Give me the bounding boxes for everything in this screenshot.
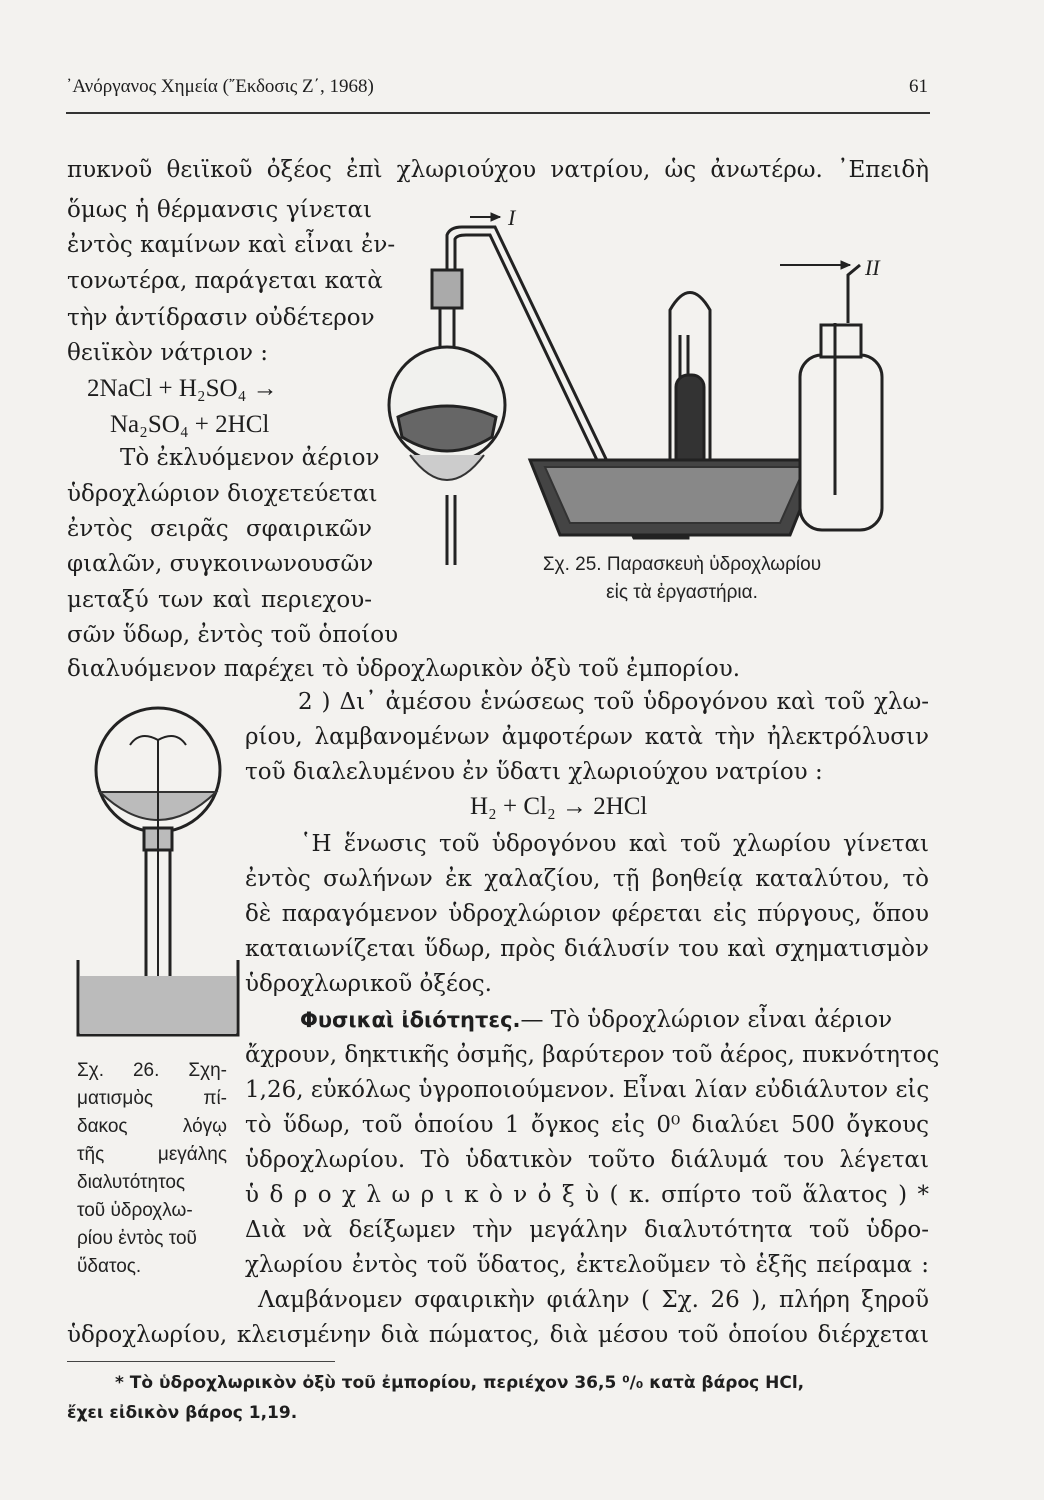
text-line: πυκνοῦ θειϊκοῦ ὀξέος ἐπὶ χλωριούχου νατρίου, ὡς ἀνωτέρω. ᾿Επειδὴ <box>67 157 929 183</box>
header-rule <box>66 112 930 114</box>
text-line: 1,26, εὐκόλως ὑγροποιούμενον. Εἶναι λίαν εὐδιάλυτον εἰς <box>245 1077 930 1103</box>
fig26-caption: διαλυτότητος <box>77 1172 186 1193</box>
text-line: ἐντὸς σειρᾶς σφαιρικῶν <box>67 516 372 542</box>
text-line: φιαλῶν, συγκοινωνουσῶν <box>67 551 374 577</box>
figure-26-fountain <box>70 700 250 1040</box>
text-line: ὑδροχλωρίου, κλεισμένην διὰ πώματος, διὰ μέσου τοῦ ὁποίου διέρχεται <box>67 1322 929 1348</box>
text-line: ἐντὸς σωλήνων ἐκ χαλαζίου, τῇ βοηθείᾳ καταλύτου, τὸ <box>245 866 929 892</box>
text-line: θειϊκὸν νάτριον : <box>67 340 268 366</box>
running-title: ᾿Ανόργανος Χημεία (῎Εκδοσις Ζ΄, 1968) <box>66 76 374 97</box>
text-line: ὑδροχλωρίου. Τὸ ὑδατικὸν τοῦτο διάλυμά του λέγεται <box>245 1147 929 1173</box>
text-line: καταιωνίζεται ὕδωρ, πρὸς διάλυσίν του καὶ σχηματισμὸν <box>245 936 929 962</box>
page-number: 61 <box>909 76 928 97</box>
text-line: ὑ δ ρ ο χ λ ω ρ ι κ ὸ ν ὀ ξ ὺ ( κ. σπίρτο τοῦ ἅλατος ) * <box>245 1182 929 1208</box>
footnote-rule <box>67 1361 335 1362</box>
text-line: ὑδροχλωρικοῦ ὀξέος. <box>245 971 492 997</box>
fig25-label-1: I <box>508 205 516 230</box>
text-line: σῶν ὕδωρ, ἐντὸς τοῦ ὁποίου <box>67 622 399 648</box>
text-line: ἄχρουν, δηκτικῆς ὀσμῆς, βαρύτερον τοῦ ἀέρος, πυκνότητος <box>245 1042 940 1068</box>
text-line: Διὰ νὰ δείξωμεν τὴν μεγάλην διαλυτότητα τοῦ ὑδρο- <box>245 1217 929 1243</box>
text-line: χλωρίου ἐντὸς τοῦ ὕδατος, ἐκτελοῦμεν τὸ ἑξῆς πείραμα : <box>245 1252 929 1278</box>
fig26-caption: τῆς μεγάλης <box>77 1144 227 1165</box>
text-line: Τὸ ἐκλυόμενον ἀέριον <box>120 445 380 471</box>
text-line: μεταξύ των καὶ περιεχου- <box>67 587 372 613</box>
fig26-caption: ματισμὸς πί- <box>77 1088 227 1109</box>
text-fragment: — Τὸ ὑδροχλώριον εἶναι ἀέριον <box>520 1007 893 1033</box>
text-line: ὅμως ἡ θέρμανσις γίνεται <box>67 197 372 223</box>
section-heading: Φυσικαὶ ἰδιότητες. <box>300 1008 521 1032</box>
text-line: ἐντὸς καμίνων καὶ εἶναι ἐν- <box>67 232 396 258</box>
figure-25-apparatus <box>380 205 910 575</box>
fig25-caption-line1: Σχ. 25. Παρασκευὴ ὑδροχλωρίου <box>542 554 822 575</box>
fig26-caption: Σχ. 26. Σχη- <box>77 1060 227 1081</box>
fig26-caption: ρίου ἐντὸς τοῦ <box>77 1228 197 1249</box>
text-line: ὑδροχλώριον διοχετεύεται <box>67 481 378 507</box>
fig26-caption: δακος λόγῳ <box>77 1116 227 1137</box>
text-line: τοῦ διαλελυμένου ἐν ὕδατι χλωριούχου νατρίου : <box>245 759 823 785</box>
text-line: 2 ) Δι᾿ ἀμέσου ἑνώσεως τοῦ ὑδρογόνου καὶ τοῦ χλω- <box>298 689 929 715</box>
text-line: διαλυόμενον παρέχει τὸ ὑδροχλωρικὸν ὀξὺ τοῦ ἐμπορίου. <box>67 656 741 682</box>
running-header <box>66 76 928 106</box>
equation-2: H₂ + Cl₂ → 2HCl <box>470 793 648 820</box>
text-line: τὸ ὕδωρ, τοῦ ὁποίου 1 ὄγκος εἰς 0⁰ διαλύει 500 ὄγκους <box>245 1112 929 1138</box>
text-line: τονωτέρα, παράγεται κατὰ <box>67 268 383 294</box>
text-line: ρίου, λαμβανομένων ἀμφοτέρων κατὰ τὴν ἠλεκτρόλυσιν <box>245 724 929 750</box>
text-line: δὲ παραγόμενον ὑδροχλώριον φέρεται εἰς πύργους, ὅπου <box>245 901 929 927</box>
text-line: τὴν ἀντίδρασιν οὐδέτερον <box>67 305 375 331</box>
fig25-label-2: II <box>865 255 880 280</box>
fig26-caption: ὕδατος. <box>77 1256 142 1277</box>
fig25-caption-line2: εἰς τὰ ἐργαστήρια. <box>606 582 758 603</box>
text-line: Λαμβάνομεν σφαιρικὴν φιάλην ( Σχ. 26 ), πλήρη ξηροῦ <box>258 1287 929 1313</box>
text-line: ῾Η ἕνωσις τοῦ ὑδρογόνου καὶ τοῦ χλωρίου γίνεται <box>300 831 929 857</box>
section-heading-line <box>300 1005 892 1035</box>
footnote-line2: ἔχει εἰδικὸν βάρος 1,19. <box>67 1403 298 1423</box>
equation-1a: 2NaCl + H₂SO₄ → <box>87 375 278 402</box>
fig26-caption: τοῦ ὑδροχλω- <box>77 1200 193 1221</box>
footnote-line1: * Τὸ ὑδροχλωρικὸν ὀξὺ τοῦ ἐμπορίου, περιέχον 36,5 ⁰/₀ κατὰ βάρος HCl, <box>115 1373 805 1393</box>
equation-1b: Na₂SO₄ + 2HCl <box>110 411 270 438</box>
